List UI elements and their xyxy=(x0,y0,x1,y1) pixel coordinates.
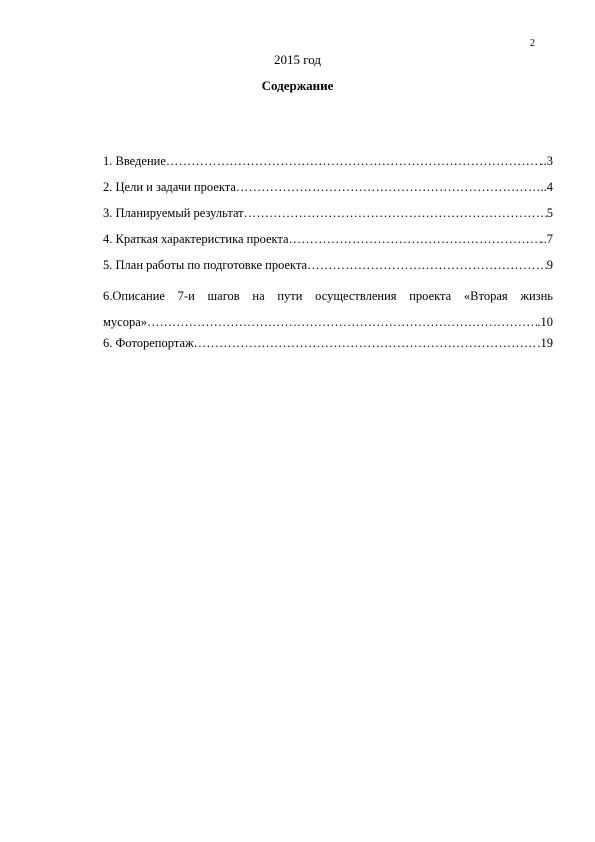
toc-entry-label: 5. План работы по подготовке проекта xyxy=(103,258,308,272)
toc-leader-dots xyxy=(147,309,537,335)
toc-entry-page: ..3 xyxy=(540,154,553,168)
toc-leader-dots xyxy=(307,257,547,273)
toc-entry-page: .19 xyxy=(537,336,553,350)
toc-entry-label: 3. Планируемый результат xyxy=(103,206,244,220)
toc-entry-goals[interactable] xyxy=(103,179,553,205)
toc-leader-dots xyxy=(194,335,538,351)
toc-entry-planned-result[interactable] xyxy=(103,205,553,231)
toc-entry-page: 5 xyxy=(546,206,553,220)
toc-entry-project-summary[interactable] xyxy=(103,231,553,257)
toc-entry-photo-report[interactable] xyxy=(103,335,553,361)
toc-leader-dots xyxy=(236,179,541,195)
toc-entry-label: 2. Цели и задачи проекта xyxy=(103,180,236,194)
toc-leader-dots xyxy=(289,231,541,247)
toc-leader-dots xyxy=(244,205,547,221)
toc-entry-label: 6. Фоторепортаж xyxy=(103,336,194,350)
toc-entry-label: 6.Описание 7-и шагов на пути осуществления проекта «Вторая жизнь xyxy=(103,289,553,303)
toc-entry-work-plan[interactable] xyxy=(103,257,553,283)
toc-entry-page: ..7 xyxy=(540,232,553,246)
document-year: 2015 год xyxy=(274,52,321,67)
toc-entry-introduction[interactable] xyxy=(103,153,553,179)
toc-entry-page: 9 xyxy=(546,258,553,272)
toc-entry-page: ..4 xyxy=(540,180,553,194)
toc-entry-seven-steps[interactable] xyxy=(103,283,553,335)
toc-title: Содержание xyxy=(261,78,334,93)
toc-entry-page: .10 xyxy=(537,315,553,329)
table-of-contents xyxy=(103,153,553,361)
toc-entry-label: 1. Введение xyxy=(103,154,166,168)
toc-entry-label-continued: мусора» xyxy=(103,315,148,329)
toc-entry-label: 4. Краткая характеристика проекта xyxy=(103,232,289,246)
toc-leader-dots xyxy=(166,153,541,169)
page-number: 2 xyxy=(530,38,535,49)
